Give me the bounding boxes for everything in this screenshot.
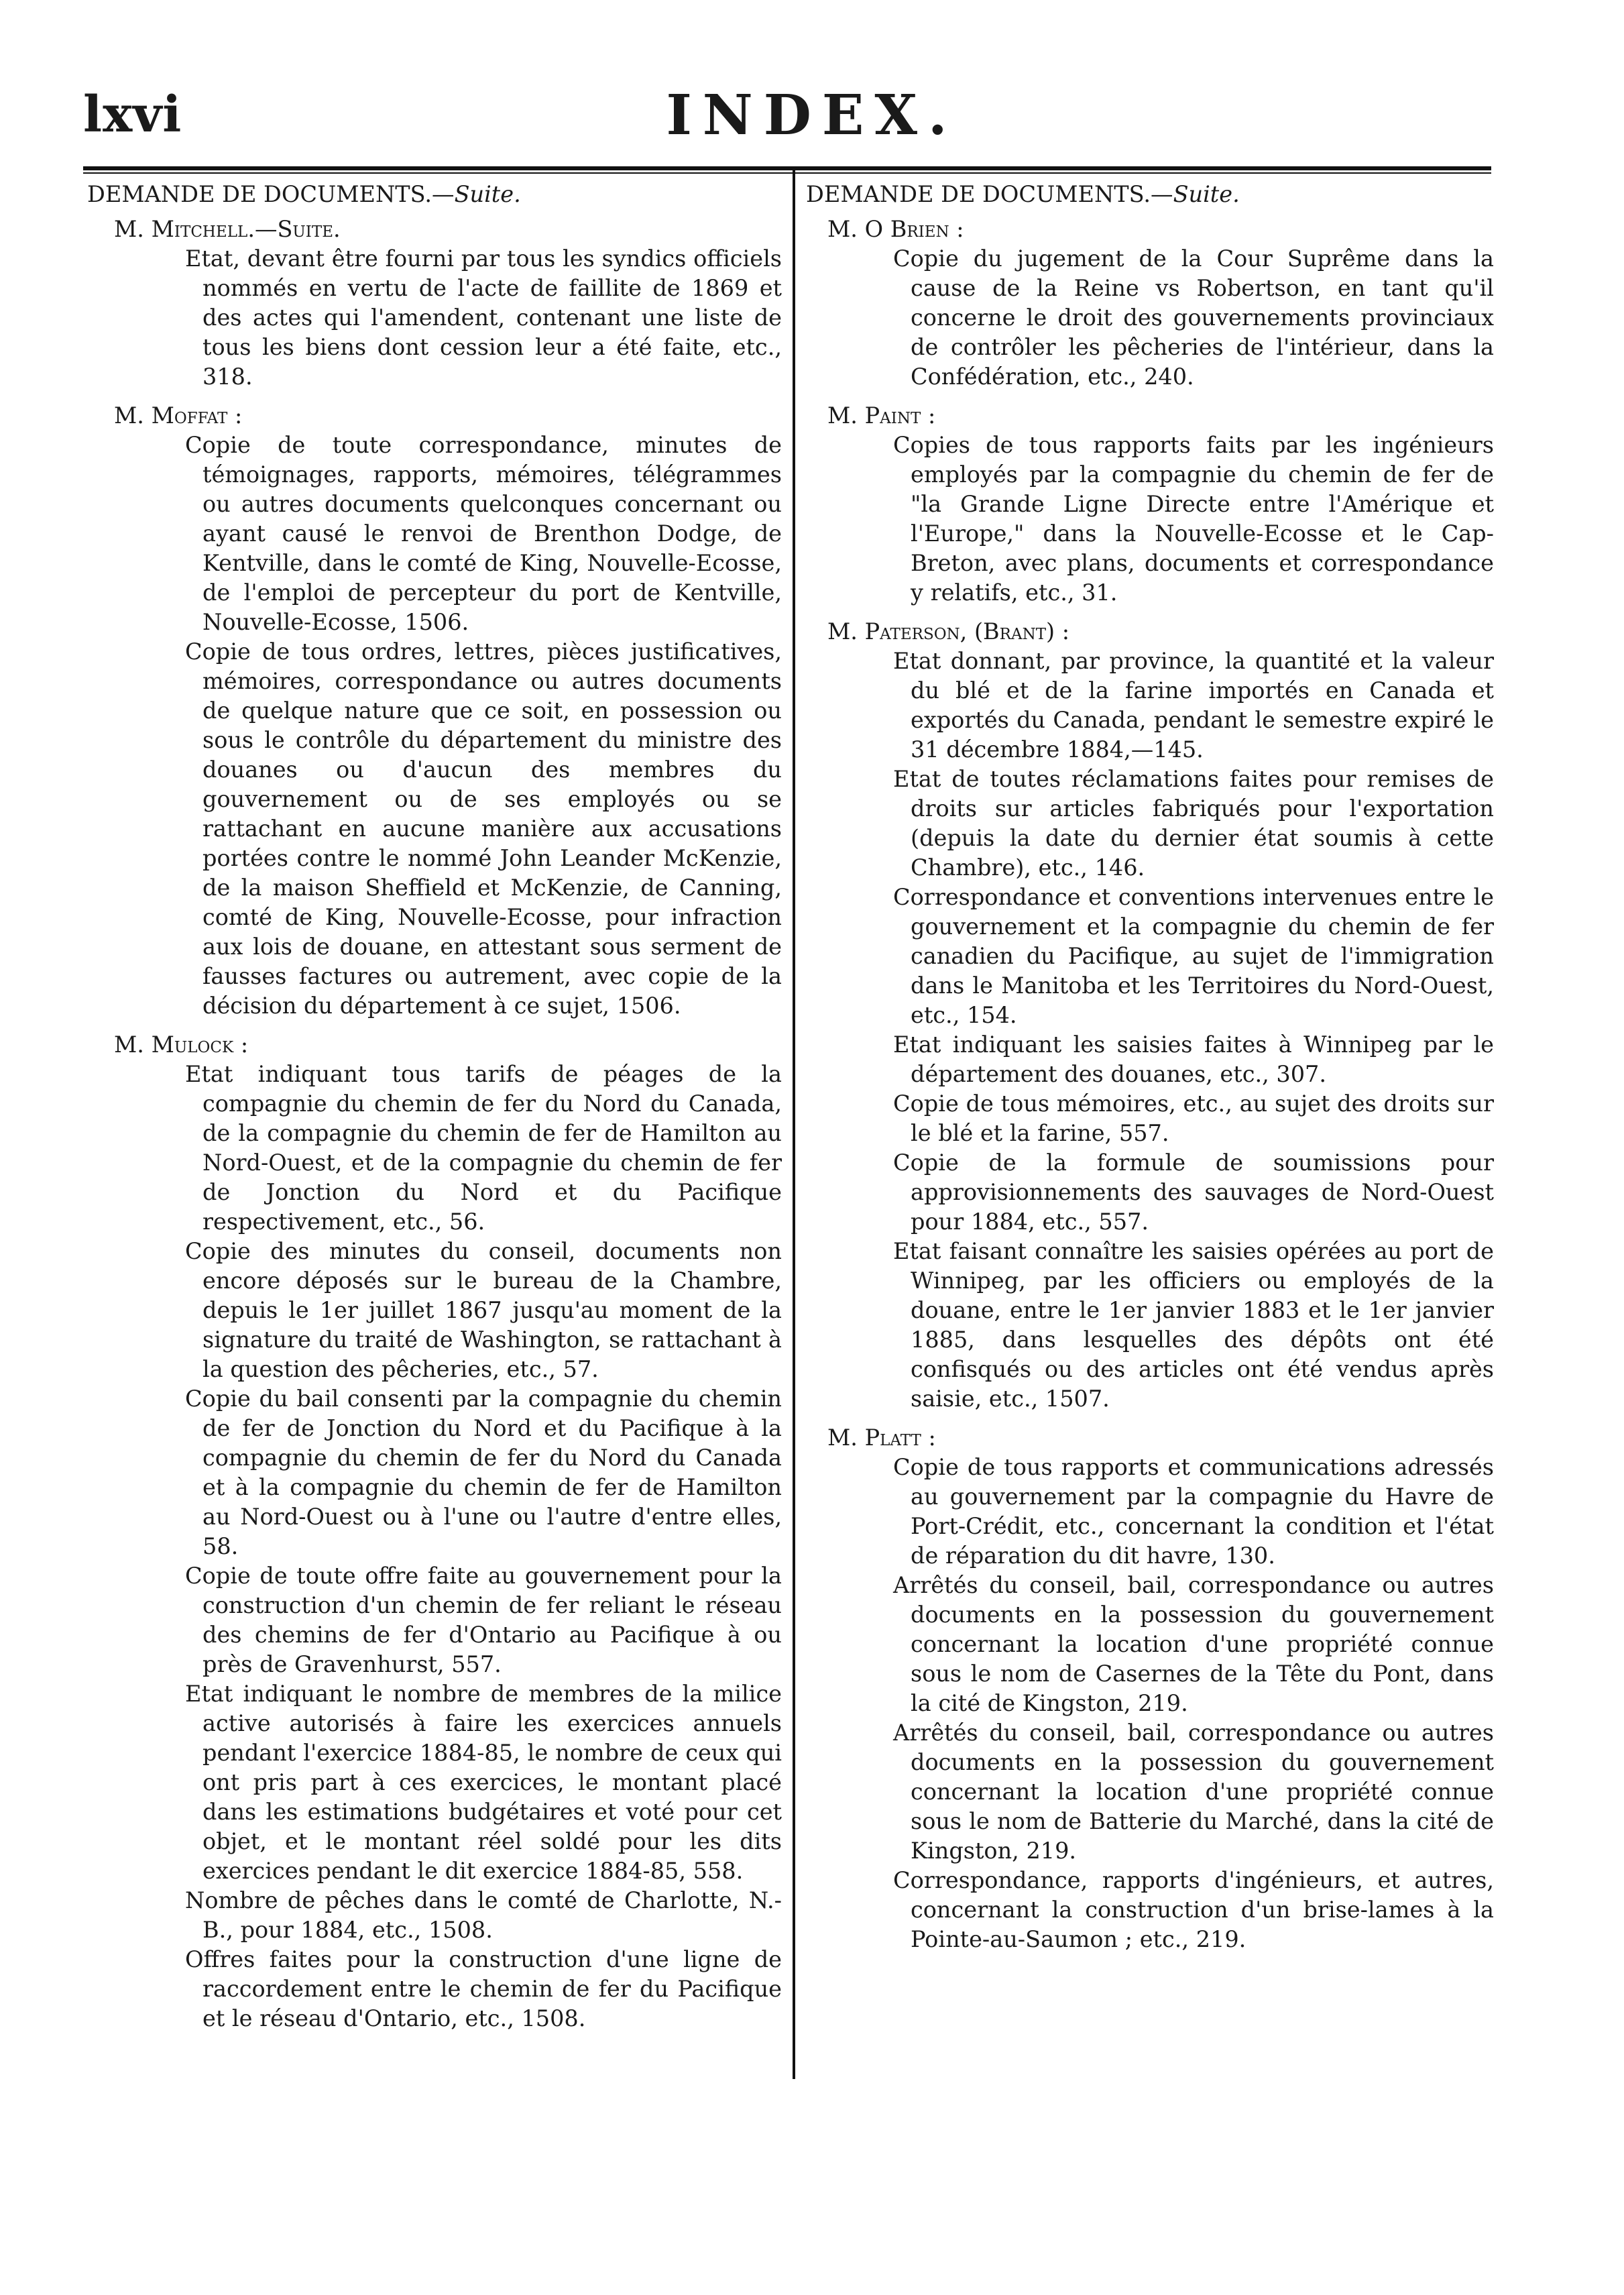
document-entry: Copie du jugement de la Cour Suprême dans la cause de la Reine vs Robertson, en tant qu'il concerne le droit des gouvernements provinciaux de contrôler les pêcheries de l'intérieur, dans la Confédération, etc., 240. — [893, 245, 1494, 390]
person-name: M. Moffat : — [114, 402, 243, 429]
document-entry: Offres faites pour la construction d'une ligne de raccordement entre le chemin de fer du Pacifique et le réseau d'Ontario, etc., 1508. — [185, 1946, 782, 2031]
document-entry: Copie du bail consenti par la compagnie du chemin de fer de Jonction du Nord et du Pacifique à la compagnie du chemin de fer du Nord du Canada et à la compagnie du chemin de fer de Hamilton au Nord-Ouest ou à l'une ou l'autre d'entre elles, 58. — [185, 1386, 782, 1559]
person-entry-paterson — [803, 617, 1494, 1414]
document-entry: Etat, devant être fourni par tous les syndics officiels nommés en vertu de l'acte de faillite de 1869 et des actes qui l'amendent, contenant une liste de tous les biens dont cession leur a été faite, etc., 318. — [185, 245, 782, 390]
left-column-heading — [87, 180, 782, 209]
person-name: M. Paterson, (Brant) : — [827, 618, 1070, 645]
document-entry: Copie de tous rapports et communications adressés au gouvernement par la compagnie du Havre de Port-Crédit, etc., concernant la condition et l'état de réparation du dit havre, 130. — [893, 1454, 1494, 1569]
right-column-heading — [806, 180, 1494, 209]
document-entry: Arrêtés du conseil, bail, correspondance ou autres documents en la possession du gouvernement concernant la location d'une propriété connue sous le nom de Casernes de la Tête du Pont, dans la cité de Kingston, 219. — [893, 1572, 1494, 1716]
document-entry: Copie de tous mémoires, etc., au sujet des droits sur le blé et la farine, 557. — [893, 1090, 1494, 1146]
document-entry: Copie de toute offre faite au gouvernement pour la construction d'un chemin de fer reliant le réseau des chemins de fer d'Ontario au Pacifique à ou près de Gravenhurst, 557. — [185, 1563, 782, 1677]
heading-suite: Suite. — [454, 181, 521, 207]
document-entry: Nombre de pêches dans le comté de Charlotte, N.-B., pour 1884, etc., 1508. — [185, 1887, 782, 1943]
person-name: M. Platt : — [827, 1424, 936, 1451]
right-column — [803, 180, 1494, 1954]
heading-suite: Suite. — [1173, 181, 1240, 207]
document-entry: Etat donnant, par province, la quantité et la valeur du blé et de la farine importés en Canada et exportés du Canada, pendant le semestre expiré le 31 décembre 1884,—145. — [893, 648, 1494, 763]
person-name: M. Paint : — [827, 402, 936, 429]
document-entry: Copie de toute correspondance, minutes de témoignages, rapports, mémoires, télégrammes ou autres documents quelconques concernant ou ayant causé le renvoi de Brenthon Dodge, de Kentville, dans le comté de King, Nouvelle-Ecosse, de l'emploi de percepteur du port de Kentville, Nouvelle-Ecosse, 1506. — [185, 432, 782, 635]
document-entry: Etat faisant connaître les saisies opérées au port de Winnipeg, par les officiers ou employés de la douane, entre le 1er janvier 1883 et le 1er janvier 1885, dans lesquelles des dépôts ont été confisqués ou des articles ont été vendus après saisie, etc., 1507. — [893, 1238, 1494, 1412]
person-entry-mitchell — [84, 215, 782, 392]
person-name: M. Mulock : — [114, 1031, 249, 1058]
document-entry: Arrêtés du conseil, bail, correspondance ou autres documents en la possession du gouvernement concernant la location d'une propriété connue sous le nom de Batterie du Marché, dans la cité de Kingston, 219. — [893, 1720, 1494, 1864]
person-name: M. Mitchell.—Suite. — [114, 216, 341, 242]
left-column — [84, 180, 782, 2033]
header-rule — [83, 166, 1491, 174]
person-entry-moffat — [84, 401, 782, 1021]
page-number: lxvi — [83, 86, 182, 144]
person-entry-mulock — [84, 1030, 782, 2033]
document-entry: Copie de tous ordres, lettres, pièces justificatives, mémoires, correspondance ou autres documents de quelque nature que ce soit, en possession ou sous le contrôle du département du ministre des douanes ou d'aucun des membres du gouvernement ou de ses employés ou se rattachant en aucune manière aux accusations portées contre le nommé John Leander McKenzie, de la maison Sheffield et McKenzie, de Canning, comté de King, Nouvelle-Ecosse, pour infraction aux lois de douane, en attestant sous serment de fausses factures ou autrement, avec copie de la décision du département à ce sujet, 1506. — [185, 638, 782, 1019]
person-name: M. O Brien : — [827, 216, 964, 242]
document-entry: Copies de tous rapports faits par les ingénieurs employés par la compagnie du chemin de fer de "la Grande Ligne Directe entre l'Amérique et l'Europe," dans la Nouvelle-Ecosse et le Cap-Breton, avec plans, documents et correspondance y relatifs, etc., 31. — [893, 432, 1494, 606]
person-entry-paint — [803, 401, 1494, 608]
document-entry: Etat de toutes réclamations faites pour remises de droits sur articles fabriqués pour l'exportation (depuis la date du dernier état soumis à cette Chambre), etc., 146. — [893, 766, 1494, 881]
document-entry: Copie des minutes du conseil, documents non encore déposés sur le bureau de la Chambre, depuis le 1er juillet 1867 jusqu'au moment de la signature du traité de Washington, se rattachant à la question des pêcheries, etc., 57. — [185, 1238, 782, 1382]
column-divider — [793, 169, 795, 2079]
heading-main: DEMANDE DE DOCUMENTS.— — [87, 181, 455, 207]
document-entry: Etat indiquant les saisies faites à Winnipeg par le département des douanes, etc., 307. — [893, 1031, 1494, 1087]
person-entry-platt — [803, 1423, 1494, 1954]
document-entry: Correspondance et conventions intervenues entre le gouvernement et la compagnie du chemin de fer canadien du Pacifique, au sujet de l'immigration dans le Manitoba et les Territoires du Nord-Ouest, etc., 154. — [893, 884, 1494, 1028]
page-title: INDEX. — [666, 83, 958, 148]
document-entry: Etat indiquant le nombre de membres de la milice active autorisés à faire les exercices annuels pendant l'exercice 1884-85, le nombre de ceux qui ont pris part à ces exercices, le montant placé dans les estimations budgétaires et voté pour cet objet, et le montant réel soldé pour les dits exercices pendant le dit exercice 1884-85, 558. — [185, 1681, 782, 1884]
heading-main: DEMANDE DE DOCUMENTS.— — [806, 181, 1173, 207]
document-entry: Etat indiquant tous tarifs de péages de la compagnie du chemin de fer du Nord du Canada, de la compagnie du chemin de fer de Hamilton au Nord-Ouest, et de la compagnie du chemin de fer de Jonction du Nord et du Pacifique respectivement, etc., 56. — [185, 1061, 782, 1235]
document-entry: Correspondance, rapports d'ingénieurs, et autres, concernant la construction d'un brise-lames à la Pointe-au-Saumon ; etc., 219. — [893, 1867, 1494, 1952]
person-entry-obrien — [803, 215, 1494, 392]
document-entry: Copie de la formule de soumissions pour approvisionnements des sauvages de Nord-Ouest pour 1884, etc., 557. — [893, 1150, 1494, 1235]
